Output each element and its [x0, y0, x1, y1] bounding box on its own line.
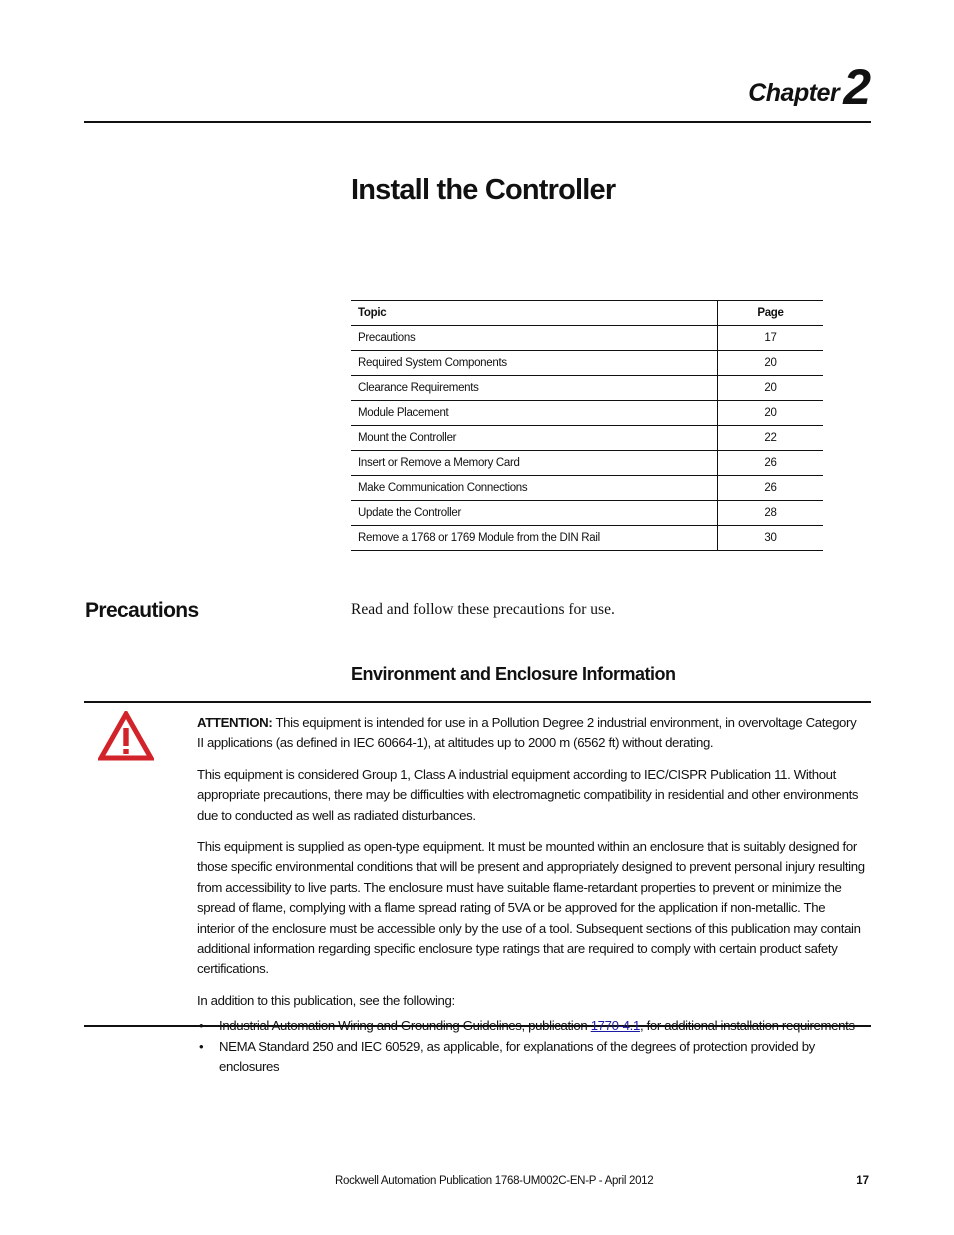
page-cell: 17	[718, 326, 824, 351]
reference-list	[197, 1016, 865, 1077]
footer-publication: Rockwell Automation Publication 1768-UM002C-EN-P - April 2012	[335, 1175, 654, 1187]
table-row	[351, 376, 823, 401]
attention-label: ATTENTION:	[197, 715, 273, 730]
list-item: • Industrial Automation Wiring and Grounding Guidelines, publication 1770-4.1, for additional installation requirements	[197, 1016, 865, 1036]
section-heading-precautions: Precautions	[85, 599, 199, 622]
page-cell: 20	[718, 401, 824, 426]
topic-column-header: Topic	[351, 301, 718, 326]
table-row	[351, 326, 823, 351]
table-row	[351, 526, 823, 551]
page-column-header: Page	[718, 301, 824, 326]
attention-paragraph: This equipment is supplied as open-type equipment. It must be mounted within an enclosure that is suitably designed for those specific environmental conditions that will be present and appropriately designed to prevent personal injury resulting from accessibility to live parts. The enclosure must have suitable flame-retardant properties to prevent or minimize the spread of flame, complying with a flame spread rating of 5VA or be approved for the application if non-metallic. The interior of the enclosure must be accessible only by the use of a tool. Subsequent sections of this publication may contain additional information regarding specific enclosure type ratings that are required to comply with certain product safety certifications.	[197, 839, 865, 977]
page-number: 17	[856, 1175, 869, 1187]
publication-link[interactable]: 1770-4.1	[590, 1018, 640, 1034]
topic-cell: Update the Controller	[351, 501, 718, 526]
chapter-number: 2	[843, 59, 870, 115]
page-cell: 30	[718, 526, 824, 551]
topic-cell: Required System Components	[351, 351, 718, 376]
warning-triangle-icon	[98, 711, 154, 761]
page-cell: 26	[718, 476, 824, 501]
table-row	[351, 351, 823, 376]
page-cell: 20	[718, 376, 824, 401]
table-row	[351, 451, 823, 476]
topic-cell: Remove a 1768 or 1769 Module from the DIN Rail	[351, 526, 718, 551]
topic-cell: Insert or Remove a Memory Card	[351, 451, 718, 476]
table-row	[351, 501, 823, 526]
table-row	[351, 401, 823, 426]
table-row	[351, 426, 823, 451]
attention-text	[197, 713, 865, 1078]
page-cell: 26	[718, 451, 824, 476]
page-title: Install the Controller	[351, 174, 616, 206]
topic-cell: Mount the Controller	[351, 426, 718, 451]
list-item: • NEMA Standard 250 and IEC 60529, as applicable, for explanations of the degrees of protection provided by enclosures	[197, 1037, 865, 1078]
topic-cell: Precautions	[351, 326, 718, 351]
topic-cell: Module Placement	[351, 401, 718, 426]
attention-box	[84, 701, 871, 1075]
attention-paragraph: In addition to this publication, see the following:	[197, 992, 455, 1008]
precautions-intro: Read and follow these precautions for use.	[351, 601, 615, 618]
page-cell: 22	[718, 426, 824, 451]
attention-paragraph: ATTENTION: This equipment is intended for use in a Pollution Degree 2 industrial environment, in overvoltage Category II applications (as defined in IEC 60664-1), at altitudes up to 2000 m (6562 ft) without derating.	[197, 715, 857, 751]
topic-table	[351, 300, 823, 551]
subheading-environment: Environment and Enclosure Information	[351, 664, 676, 684]
header-rule	[84, 121, 871, 123]
page-cell: 28	[718, 501, 824, 526]
table-row	[351, 476, 823, 501]
topic-cell: Clearance Requirements	[351, 376, 718, 401]
chapter-word: Chapter	[748, 79, 840, 107]
page-cell: 20	[718, 351, 824, 376]
topic-cell: Make Communication Connections	[351, 476, 718, 501]
attention-paragraph: This equipment is considered Group 1, Class A industrial equipment according to IEC/CISPR Publication 11. Without appropriate precautions, there may be difficulties with electromagnetic compatibility in residential and other environments due to conducted as well as radiated disturbances.	[197, 766, 859, 823]
chapter-label	[748, 59, 870, 115]
table-header-row	[351, 301, 823, 326]
